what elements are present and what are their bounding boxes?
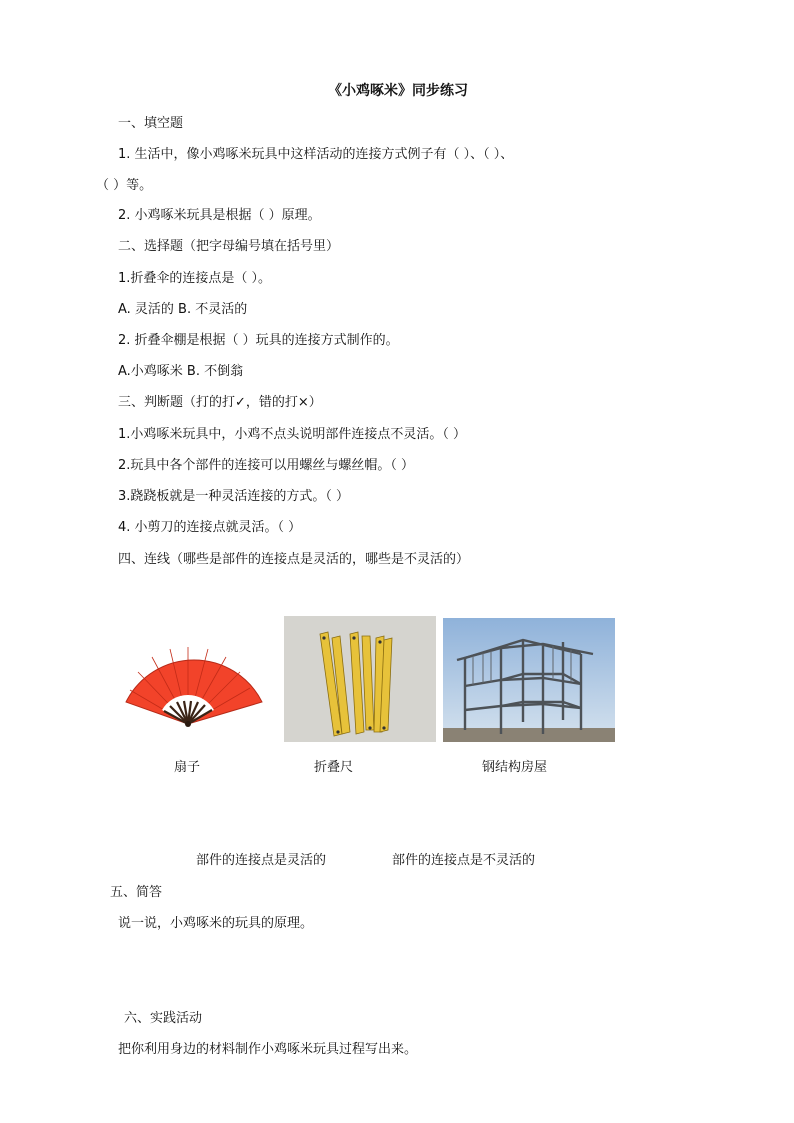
section2-q2-options: A.小鸡啄米 B. 不倒翁: [118, 364, 244, 379]
category-inflexible: 部件的连接点是不灵活的: [392, 853, 536, 868]
caption-fan: 扇子: [174, 760, 201, 775]
section5-q1: 说一说，小鸡啄米的玩具的原理。: [118, 916, 314, 931]
section3-q2: 2.玩具中各个部件的连接可以用螺丝与螺丝帽。（ ）: [118, 458, 415, 473]
section3-q3: 3.跷跷板就是一种灵活连接的方式。（ ）: [118, 489, 350, 504]
section4-heading: 四、连线（哪些是部件的连接点是灵活的，哪些是不灵活的）: [118, 552, 470, 567]
section2-q1-options: A. 灵活的 B. 不灵活的: [118, 302, 248, 317]
section1-q1-line1: 1. 生活中，像小鸡啄米玩具中这样活动的连接方式例子有（ ）、（ ）、: [118, 147, 514, 162]
section2-q1: 1.折叠伞的连接点是（ ）。: [118, 271, 272, 286]
caption-folding-ruler: 折叠尺: [314, 760, 354, 775]
section3-heading: 三、判断题（打的打✓，错的打×）: [118, 395, 322, 410]
section3-q1: 1.小鸡啄米玩具中，小鸡不点头说明部件连接点不灵活。（ ）: [118, 427, 467, 442]
fan-image: [118, 630, 270, 730]
section3-q4: 4. 小剪刀的连接点就灵活。（ ）: [118, 520, 302, 535]
section1-q1-line2: （ ）等。: [96, 178, 153, 193]
section6-q1: 把你利用身边的材料制作小鸡啄米玩具过程写出来。: [118, 1042, 418, 1057]
folding-ruler-image: [284, 616, 436, 742]
section5-heading: 五、简答: [110, 885, 163, 900]
section6-heading: 六、实践活动: [124, 1011, 203, 1026]
section1-q2: 2. 小鸡啄米玩具是根据（ ）原理。: [118, 208, 321, 223]
caption-steel-structure: 钢结构房屋: [482, 760, 548, 775]
category-flexible: 部件的连接点是灵活的: [196, 853, 327, 868]
section2-q2: 2. 折叠伞棚是根据（ ）玩具的连接方式制作的。: [118, 333, 399, 348]
page-title: 《小鸡啄米》同步练习: [328, 83, 468, 99]
section1-heading: 一、填空题: [118, 116, 184, 131]
steel-structure-image: [443, 618, 615, 742]
section2-heading: 二、选择题（把字母编号填在括号里）: [118, 239, 340, 254]
